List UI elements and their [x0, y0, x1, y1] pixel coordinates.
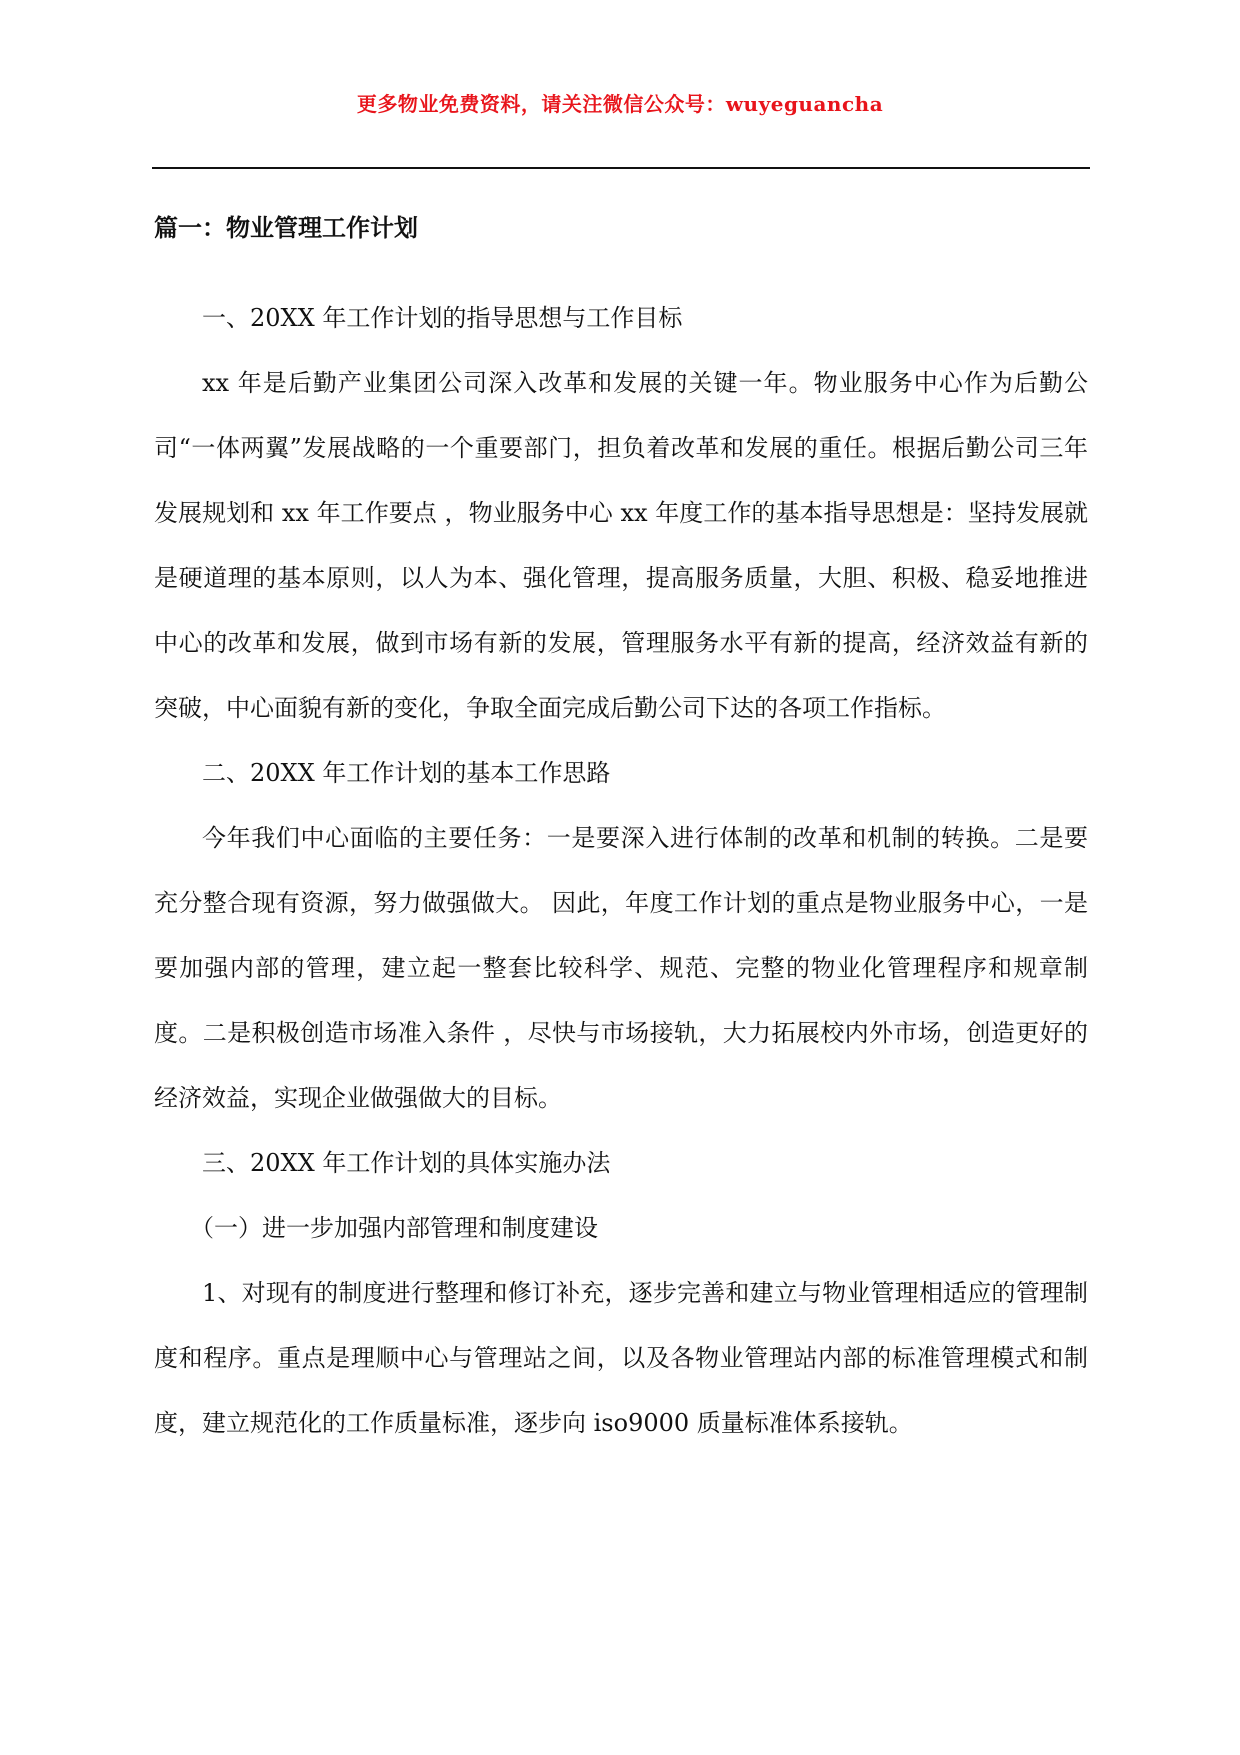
section-heading-1: 一、20XX 年工作计划的指导思想与工作目标 — [202, 304, 683, 332]
section-heading-3: 三、20XX 年工作计划的具体实施办法 — [202, 1149, 611, 1177]
paragraph-main-tasks: 今年我们中心面临的主要任务：一是要深入进行体制的改革和机制的转换。二是要充分整合现有资源，努力做强做大。 因此，年度工作计划的重点是物业服务中心，一是要加强内部的管理，建立起一整套比较科学、规范、完整的物业化管理程序和规章制度。二是积极创造市场准入条件 ，尽快与市场接轨，大力拓展校内外市场，创造更好的经济效益，实现企业做强做大的目标。 — [154, 824, 1088, 1112]
document-title: 篇一：物业管理工作计划 — [154, 213, 418, 242]
paragraph-guiding-ideas: xx 年是后勤产业集团公司深入改革和发展的关键一年。物业服务中心作为后勤公司“一体两翼”发展战略的一个重要部门，担负着改革和发展的重任。根据后勤公司三年发展规划和 xx 年工作要点 ，物业服务中心 xx 年度工作的基本指导思想是：坚持发展就是硬道理的基本原则，以人为本、强化管理，提高服务质量，大胆、积极、稳妥地推进中心的改革和发展，做到市场有新的发展，管理服务水平有新的提高，经济效益有新的突破，中心面貌有新的变化，争取全面完成后勤公司下达的各项工作指标。 — [154, 369, 1088, 722]
subsection-heading-1: （一）进一步加强内部管理和制度建设 — [190, 1214, 598, 1242]
document-body — [154, 286, 1088, 1456]
header-divider — [152, 167, 1090, 169]
section-heading-2: 二、20XX 年工作计划的基本工作思路 — [202, 759, 611, 787]
header-note: 更多物业免费资料，请关注微信公众号：wuyeguancha — [356, 92, 884, 116]
paragraph-item-1: 1、对现有的制度进行整理和修订补充，逐步完善和建立与物业管理相适应的管理制度和程序。重点是理顺中心与管理站之间，以及各物业管理站内部的标准管理模式和制度，建立规范化的工作质量标准，逐步向 iso9000 质量标准体系接轨。 — [154, 1279, 1088, 1437]
